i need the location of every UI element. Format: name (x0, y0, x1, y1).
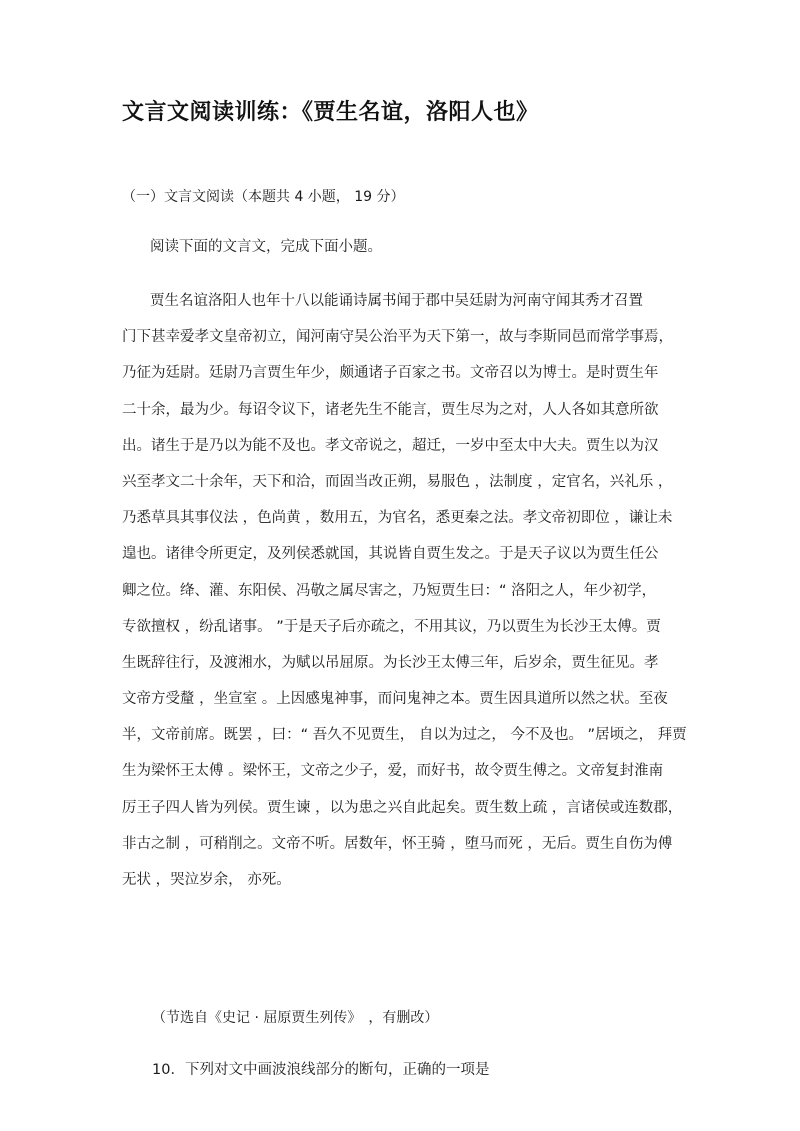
passage-line: 专欲擅权 ，纷乱诸事。 ”于是天子后亦疏之，不用其议，乃以贾生为长沙王太傅。贾 (122, 618, 661, 635)
passage-line: 生为梁怀王太傅 。梁怀王，文帝之少子，爱，而好书，故令贾生傅之。文帝复封淮南 (122, 763, 664, 780)
classical-passage (122, 290, 692, 905)
question-10: 10．下列对文中画波浪线部分的断句，正确的一项是 (152, 1062, 490, 1078)
page-title: 文言文阅读训练：《贾生名谊，洛阳人也》 (122, 100, 539, 125)
passage-line: 出。诸生于是乃以为能不及也。孝文帝说之，超迁，一岁中至太中大夫。贾生以为汉 (122, 437, 659, 454)
section-heading: （一）文言文阅读（本题共 4 小题， 19 分） (122, 189, 405, 205)
passage-line: 贾生名谊洛阳人也年十八以能诵诗属书闻于郡中吴廷尉为河南守闻其秀才召置 (150, 293, 643, 309)
passage-line: 兴至孝文二十余年，天下和洽，而固当改正朔，易服色 ，法制度 ，定官名，兴礼乐 ， (122, 473, 673, 490)
passage-line: 非古之制 ，可稍削之。文帝不听。居数年，怀王骑 ，堕马而死 ，无后。贾生自伤为傅 (122, 835, 673, 852)
passage-line: 半，文帝前席。既罢 ，曰：“ 吾久不见贾生， 自以为过之， 今不及也。 ”居顷之， 拜贾 (122, 727, 687, 744)
passage-line: 生既辞往行，及渡湘水，为赋以吊屈原。为长沙王太傅三年，后岁余，贾生征见。孝 (122, 654, 659, 671)
passage-line: 无状 ，哭泣岁余， 亦死。 (122, 872, 291, 888)
passage-line: 乃悉草具其事仪法 ，色尚黄 ，数用五，为官名，悉更秦之法。孝文帝初即位 ，谦让未 (122, 510, 673, 527)
passage-line: 乃征为廷尉。廷尉乃言贾生年少，颇通诸子百家之书。文帝召以为博士。是时贾生年 (122, 365, 659, 382)
passage-line: 文帝方受釐 ，坐宣室 。上因感鬼神事，而问鬼神之本。贾生因具道所以然之状。至夜 (122, 691, 668, 708)
source-citation: （节选自《史记 · 屈原贾生列传》 ，有删改） (152, 1010, 439, 1026)
passage-line: 门下甚幸爱孝文皇帝初立，闻河南守吴公治平为天下第一，故与李斯同邑而常学事焉， (122, 329, 673, 346)
passage-line: 厉王子四人皆为列侯。贾生谏 ，以为患之兴自此起矣。贾生数上疏 ，言诸侯或连数郡， (122, 799, 683, 816)
reading-instruction: 阅读下面的文言文，完成下面小题。 (150, 239, 382, 255)
passage-line: 遑也。诸律令所更定，及列侯悉就国，其说皆自贾生发之。于是天子议以为贾生任公 (122, 546, 659, 563)
passage-line: 二十余，最为少。每诏令议下，诸老先生不能言，贾生尽为之对，人人各如其意所欲 (122, 401, 659, 418)
passage-line: 卿之位。绛、灌、东阳侯、冯敬之属尽害之，乃短贾生曰：“ 洛阳之人，年少初学， (122, 582, 657, 599)
